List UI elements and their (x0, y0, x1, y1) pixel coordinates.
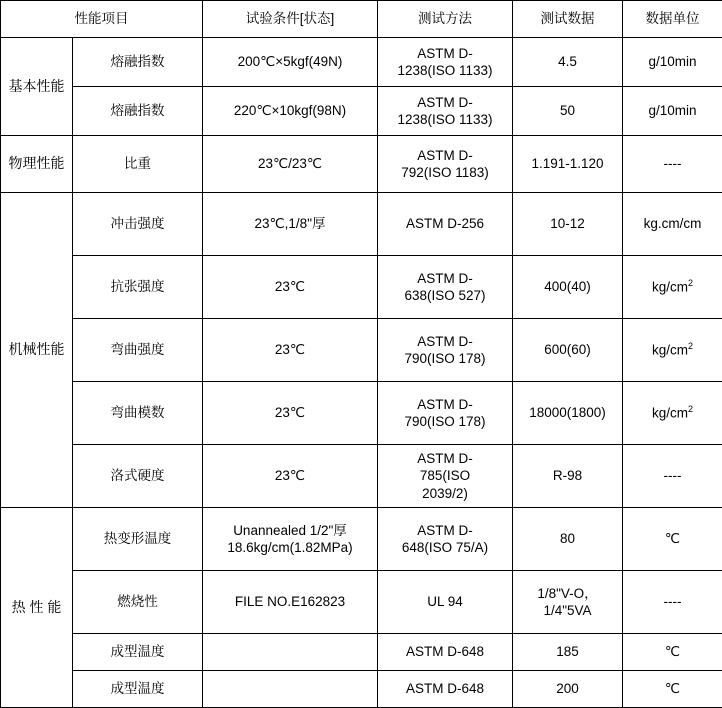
group-label-mechanical: 机械性能 (1, 193, 73, 508)
group-label-thermal: 热 性 能 (1, 508, 73, 708)
method-line-2: 1238(ISO 1133) (397, 63, 492, 78)
data-value: 10-12 (513, 193, 623, 256)
item-label: 成型温度 (73, 634, 203, 671)
method-value (378, 508, 513, 571)
unit-value: ℃ (623, 634, 722, 671)
data-value-line-1: 1/8"V-O， (537, 586, 597, 601)
table-row (1, 571, 722, 634)
table-row (1, 382, 722, 445)
header-cell-property: 性能项目 (1, 1, 203, 38)
group-label-basic: 基本性能 (1, 38, 73, 136)
unit-value: ---- (623, 445, 722, 508)
item-label: 热变形温度 (73, 508, 203, 571)
item-label: 冲击强度 (73, 193, 203, 256)
unit-value: ---- (623, 571, 722, 634)
condition-value: 200℃×5kgf(49N) (203, 38, 378, 87)
data-value: 50 (513, 87, 623, 136)
item-label: 弯曲模数 (73, 382, 203, 445)
data-value: 400(40) (513, 256, 623, 319)
table-row (1, 508, 722, 571)
method-value (378, 256, 513, 319)
unit-value: ℃ (623, 671, 722, 708)
method-value (378, 445, 513, 508)
table-row (1, 136, 722, 193)
method-line-1: ASTM D- (417, 523, 473, 538)
method-value (378, 87, 513, 136)
data-value-line-2: 1/4"5VA (543, 603, 591, 618)
condition-value: 220℃×10kgf(98N) (203, 87, 378, 136)
unit-value: g/10min (623, 87, 722, 136)
unit-value (623, 256, 722, 319)
item-label: 洛式硬度 (73, 445, 203, 508)
method-value (378, 319, 513, 382)
data-value: 600(60) (513, 319, 623, 382)
condition-line-2: 18.6kg/cm(1.82MPa) (227, 540, 352, 555)
condition-value: 23℃/23℃ (203, 136, 378, 193)
item-label: 弯曲强度 (73, 319, 203, 382)
condition-value (203, 671, 378, 708)
method-line-2: 1238(ISO 1133) (397, 112, 492, 127)
condition-value: 23℃,1/8"厚 (203, 193, 378, 256)
unit-value (623, 319, 722, 382)
unit-value: kg.cm/cm (623, 193, 722, 256)
method-value: UL 94 (378, 571, 513, 634)
condition-value: 23℃ (203, 382, 378, 445)
data-value: 18000(1800) (513, 382, 623, 445)
table-row (1, 256, 722, 319)
table-row (1, 319, 722, 382)
method-value (378, 382, 513, 445)
method-line-2: 785(ISO (420, 468, 470, 483)
table-row (1, 38, 722, 87)
condition-value (203, 508, 378, 571)
method-line-2: 792(ISO 1183) (401, 165, 489, 180)
table-row (1, 193, 722, 256)
data-value: R-98 (513, 445, 623, 508)
item-label: 熔融指数 (73, 38, 203, 87)
item-label: 抗张强度 (73, 256, 203, 319)
unit-exponent: 2 (688, 341, 693, 351)
method-value: ASTM D-648 (378, 671, 513, 708)
condition-value: 23℃ (203, 319, 378, 382)
method-value: ASTM D-648 (378, 634, 513, 671)
method-line-1: ASTM D- (417, 451, 473, 466)
condition-value: 23℃ (203, 445, 378, 508)
method-line-2: 790(ISO 178) (404, 414, 485, 429)
data-value: 80 (513, 508, 623, 571)
table-row (1, 634, 722, 671)
table-row (1, 87, 722, 136)
condition-value: FILE NO.E162823 (203, 571, 378, 634)
header-cell-condition: 试验条件[状态] (203, 1, 378, 38)
header-cell-method: 测试方法 (378, 1, 513, 38)
table-header-row (1, 1, 722, 38)
table-row (1, 671, 722, 708)
group-label-physical: 物理性能 (1, 136, 73, 193)
data-value: 1.191-1.120 (513, 136, 623, 193)
unit-value: ---- (623, 136, 722, 193)
method-line-1: ASTM D- (417, 271, 473, 286)
method-value: ASTM D-256 (378, 193, 513, 256)
data-value: 200 (513, 671, 623, 708)
method-line-1: ASTM D- (417, 397, 473, 412)
item-label: 成型温度 (73, 671, 203, 708)
condition-value (203, 634, 378, 671)
item-label: 燃烧性 (73, 571, 203, 634)
method-line-2: 638(ISO 527) (404, 288, 485, 303)
condition-value: 23℃ (203, 256, 378, 319)
data-value: 185 (513, 634, 623, 671)
data-value (513, 571, 623, 634)
item-label: 熔融指数 (73, 87, 203, 136)
unit-exponent: 2 (688, 278, 693, 288)
unit-text: kg/cm (652, 343, 688, 358)
header-cell-unit: 数据单位 (623, 1, 722, 38)
unit-text: kg/cm (652, 406, 688, 421)
method-line-2: 790(ISO 178) (404, 351, 485, 366)
method-line-1: ASTM D- (417, 95, 473, 110)
unit-value (623, 382, 722, 445)
data-value: 4.5 (513, 38, 623, 87)
method-value (378, 136, 513, 193)
method-value (378, 38, 513, 87)
unit-text: kg/cm (652, 280, 688, 295)
header-cell-value: 测试数据 (513, 1, 623, 38)
unit-value: ℃ (623, 508, 722, 571)
method-line-1: ASTM D- (417, 334, 473, 349)
table-row (1, 445, 722, 508)
condition-line-1: Unannealed 1/2"厚 (233, 523, 347, 538)
unit-value: g/10min (623, 38, 722, 87)
unit-exponent: 2 (688, 404, 693, 414)
method-line-1: ASTM D- (417, 148, 473, 163)
method-line-1: ASTM D- (417, 46, 473, 61)
method-line-3: 2039/2) (422, 486, 468, 501)
method-line-2: 648(ISO 75/A) (402, 540, 488, 555)
item-label: 比重 (73, 136, 203, 193)
